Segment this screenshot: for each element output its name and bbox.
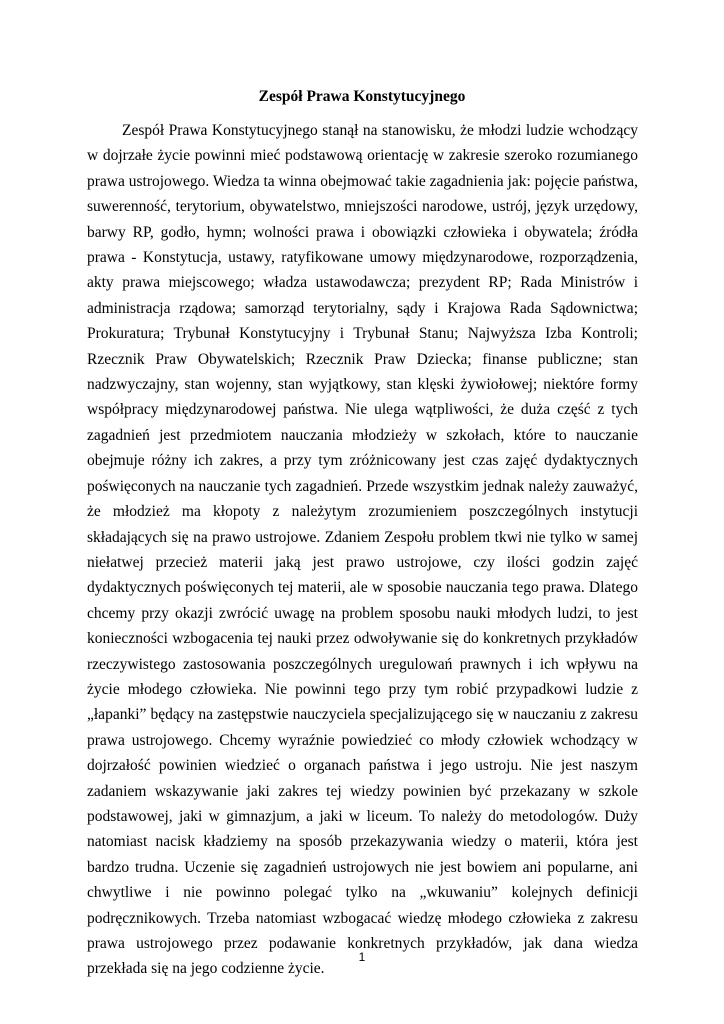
body-paragraph: Zespół Prawa Konstytucyjnego stanął na stanowisku, że młodzi ludzie wchodzący w dojrzałe życie powinni mieć podstawową orientację w zakresie szeroko rozumianego prawa ustrojowego. Wiedza ta winna obejmować takie zagadnienia jak: pojęcie państwa, suwerenność, terytorium, obywatelstwo, mniejszości narodowe, ustrój, język urzędowy, barwy RP, godło, hymn; wolności prawa i obowiązki człowieka i obywatela; źródła prawa - Konstytucja, ustawy, ratyfikowane umowy międzynarodowe, rozporządzenia, akty prawa miejscowego; władza ustawodawcza; prezydent RP; Rada Ministrów i administracja rządowa; samorząd terytorialny, sądy i Krajowa Rada Sądownictwa; Prokuratura; Trybunał Konstytucyjny i Trybunał Stanu; Najwyższa Izba Kontroli; Rzecznik Praw Obywatelskich; Rzecznik Praw Dziecka; finanse publiczne; stan nadzwyczajny, stan wojenny, stan wyjątkowy, stan klęski żywiołowej; niektóre formy współpracy międzynarodowej państwa. Nie ulega wątpliwości, że duża część z tych zagadnień jest przedmiotem nauczania młodzieży w szkołach, które to nauczanie obejmuje różny ich zakres, a przy tym zróżnicowany jest czas zajęć dydaktycznych poświęconych na nauczanie tych zagadnień. Przede wszystkim jednak należy zauważyć, że młodzież ma kłopoty z należytym zrozumieniem poszczególnych instytucji składających się na prawo ustrojowe. Zdaniem Zespołu problem tkwi nie tylko w samej niełatwej przecież materii jaką jest prawo ustrojowe, czy ilości godzin zajęć dydaktycznych poświęconych tej materii, ale w sposobie nauczania tego prawa. Dlatego chcemy przy okazji zwrócić uwagę na problem sposobu nauki młodych ludzi, to jest konieczności wzbogacenia tej nauki przez odwoływanie się do konkretnych przykładów rzeczywistego zastosowania poszczególnych uregulowań prawnych i ich wpływu na życie młodego człowieka. Nie powinni tego przy tym robić przypadkowi ludzie z „łapanki” będący na zastępstwie nauczyciela specjalizującego się w nauczaniu z zakresu prawa ustrojowego. Chcemy wyraźnie powiedzieć co młody człowiek wchodzący w dojrzałość powinien wiedzieć o organach państwa i jego ustroju. Nie jest naszym zadaniem wskazywanie jaki zakres tej wiedzy powinien być przekazany w szkole podstawowej, jaki w gimnazjum, a jaki w liceum. To należy do metodologów. Duży natomiast nacisk kładziemy na sposób przekazywania wiedzy o materii, która jest bardzo trudna. Uczenie się zagadnień ustrojowych nie jest bowiem ani popularne, ani chwytliwe i nie powinno polegać tylko na „wkuwaniu” kolejnych definicji podręcznikowych. Trzeba natomiast wzbogacać wiedzę młodego człowieka z zakresu prawa ustrojowego przez podawanie konkretnych przykładów, jak dana wiedza przekłada się na jego codzienne życie.	[87, 122, 638, 978]
document-title: Zespół Prawa Konstytucyjnego	[258, 88, 466, 105]
page-number: 1	[358, 950, 366, 964]
